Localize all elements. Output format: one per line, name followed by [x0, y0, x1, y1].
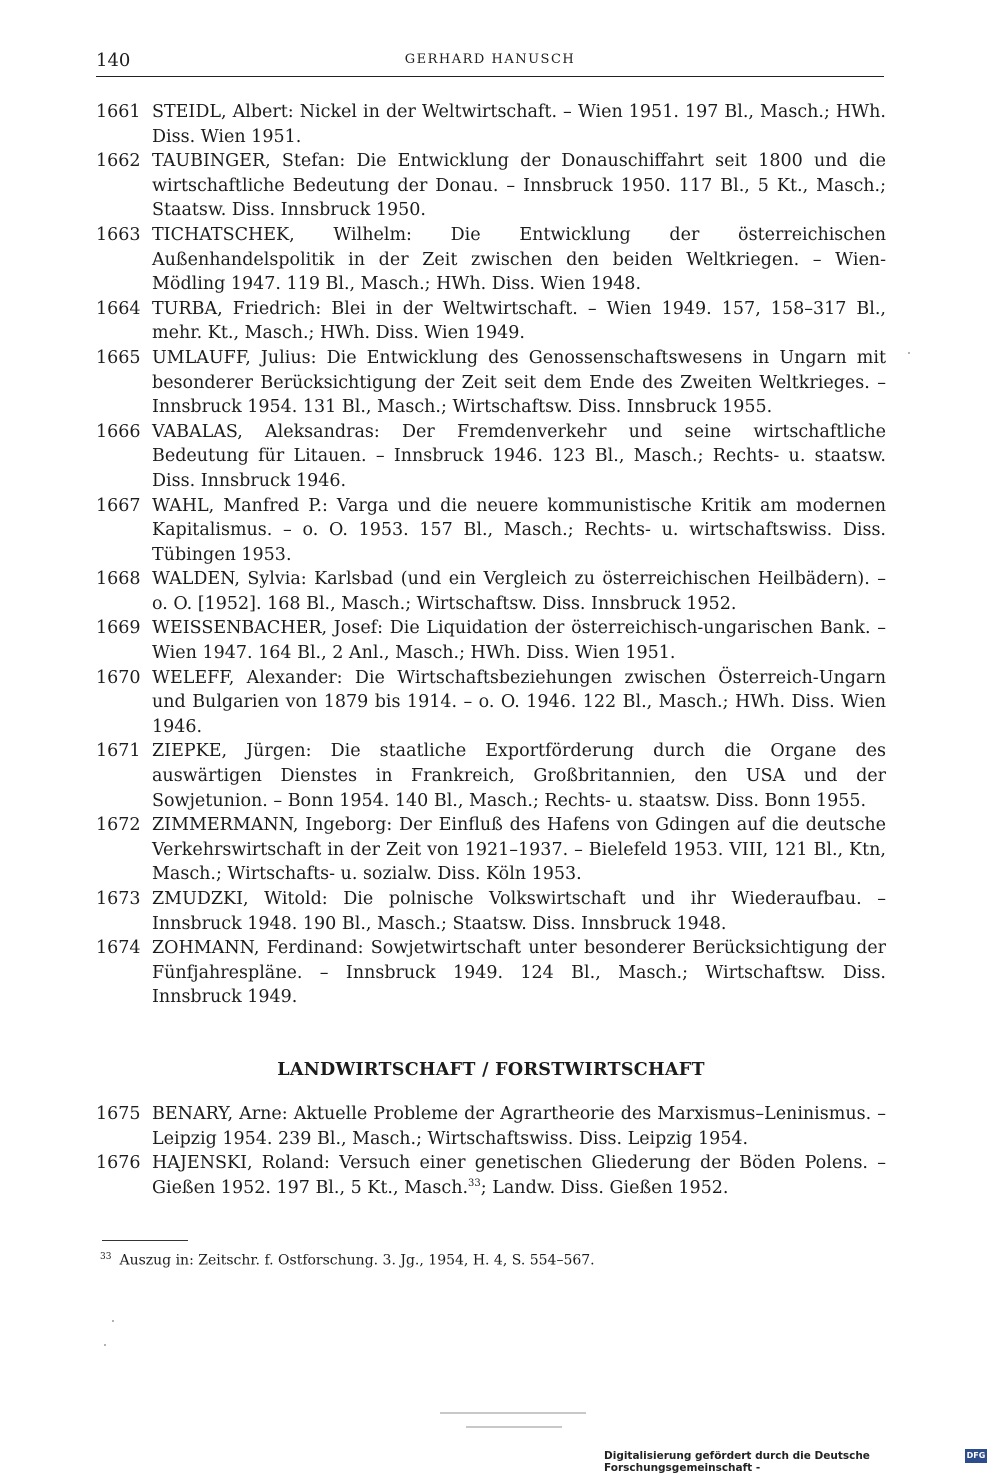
entry-text: UMLAUFF, Julius: Die Entwicklung des Genossenschaftswesens in Ungarn mit besonderer Berücksichtigung der Zeit seit dem Ende des Zweiten Weltkrieges. – Innsbruck 1954. 131 Bl., Masch.; Wirtschaftsw. Diss. Innsbruck 1955. [152, 347, 886, 418]
entry-number: 1661 [96, 102, 141, 122]
footnote-reference: 33 [468, 1177, 481, 1189]
entry-number: 1671 [96, 741, 141, 762]
scan-speck [112, 1320, 114, 1322]
bibliography-list-agriculture [96, 1102, 886, 1200]
entry-text: STEIDL, Albert: Nickel in der Weltwirtschaft. – Wien 1951. 197 Bl., Masch.; HWh. Diss. Wien 1951. [152, 102, 886, 147]
footnote-mark: 33 [100, 1252, 112, 1262]
entry-text: WELEFF, Alexander: Die Wirtschaftsbeziehungen zwischen Österreich-Ungarn und Bulgarien von 1879 bis 1914. – o. O. 1946. 122 Bl., Masch.; HWh. Diss. Wien 1946. [152, 667, 886, 737]
entry-text-continued: ; Landw. Diss. Gießen 1952. [480, 1177, 729, 1198]
entry-number: 1664 [96, 298, 141, 319]
bibliography-entry [96, 1102, 886, 1151]
scan-speck [908, 352, 910, 354]
entry-text: WALDEN, Sylvia: Karlsbad (und ein Vergleich zu österreichischen Heilbädern). – o. O. [1952]. 168 Bl., Masch.; Wirtschaftsw. Diss. Innsbruck 1952. [152, 569, 886, 614]
entry-text: WAHL, Manfred P.: Varga und die neuere kommunistische Kritik am modernen Kapitalismus. – o. O. 1953. 157 Bl., Masch.; Rechts- u. wirtschaftswiss. Diss. Tübingen 1953. [152, 495, 886, 565]
bibliography-entry [96, 223, 886, 297]
bibliography-entry [96, 813, 886, 887]
entry-number: 1665 [96, 347, 141, 368]
entry-number: 1675 [96, 1104, 141, 1124]
digitization-credit: Digitalisierung gefördert durch die Deutsche Forschungsgemeinschaft - [604, 1450, 870, 1474]
bibliography-entry [96, 666, 886, 740]
section-heading: LANDWIRTSCHAFT / FORSTWIRTSCHAFT [277, 1060, 705, 1080]
entry-number: 1674 [96, 938, 141, 959]
entry-number: 1663 [96, 224, 141, 245]
bibliography-entry [96, 346, 886, 420]
bibliography-list [96, 100, 886, 1010]
entry-text: VABALAS, Aleksandras: Der Fremdenverkehr und seine wirtschaftliche Bedeutung für Litauen. – Innsbruck 1946. 123 Bl., Masch.; Rechts- u. staatsw. Diss. Innsbruck 1946. [152, 421, 886, 491]
entry-number: 1670 [96, 667, 141, 688]
entry-text: ZIEPKE, Jürgen: Die staatliche Exportförderung durch die Organe des auswärtigen Dienstes in Frankreich, Großbritannien, den USA und der Sowjetunion. – Bonn 1954. 140 Bl., Masch.; Rechts- u. staatsw. Diss. Bonn 1955. [152, 741, 886, 811]
entry-text: ZMUDZKI, Witold: Die polnische Volkswirtschaft und ihr Wiederaufbau. – Innsbruck 1948. 190 Bl., Masch.; Staatsw. Diss. Innsbruck 1948. [152, 889, 886, 934]
entry-number: 1668 [96, 569, 141, 590]
footnote [100, 1252, 595, 1269]
bibliography-entry [96, 297, 886, 346]
page-header [96, 50, 884, 77]
bibliography-entry [96, 739, 886, 813]
entry-text: WEISSENBACHER, Josef: Die Liquidation der österreichisch-ungarischen Bank. – Wien 1947. 164 Bl., 2 Anl., Masch.; HWh. Diss. Wien 1951. [152, 618, 886, 664]
bibliography-entry [96, 494, 886, 568]
entry-number: 1673 [96, 889, 141, 909]
faded-library-stamp [440, 1408, 586, 1438]
bibliography-entry [96, 936, 886, 1010]
entry-number: 1662 [96, 151, 141, 172]
entry-text: TURBA, Friedrich: Blei in der Weltwirtschaft. – Wien 1949. 157, 158–317 Bl., mehr. Kt., Masch.; HWh. Diss. Wien 1949. [152, 298, 886, 344]
entry-number: 1667 [96, 495, 141, 516]
entry-text: ZIMMERMANN, Ingeborg: Der Einfluß des Hafens von Gdingen auf die deutsche Verkehrswirtschaft in der Zeit von 1921–1937. – Bielefeld 1953. VIII, 121 Bl., Ktn, Masch.; Wirtschafts- u. sozialw. Diss. Köln 1953. [152, 815, 886, 885]
entry-text: ZOHMANN, Ferdinand: Sowjetwirtschaft unter besonderer Berücksichtigung der Fünfjahrespläne. – Innsbruck 1949. 124 Bl., Masch.; Wirtschaftsw. Diss. Innsbruck 1949. [152, 938, 886, 1008]
footnote-text: Auszug in: Zeitschr. f. Ostforschung. 3. Jg., 1954, H. 4, S. 554–567. [119, 1252, 595, 1269]
dfg-logo: DFG [965, 1449, 987, 1463]
entry-text: HAJENSKI, Roland: Versuch einer genetischen Gliederung der Böden Polens. – Gießen 1952. 197 Bl., 5 Kt., Masch. [152, 1153, 886, 1198]
bibliography-entry [96, 616, 886, 665]
bibliography-entry [96, 887, 886, 936]
entry-number: 1676 [96, 1153, 141, 1174]
entry-text: TICHATSCHEK, Wilhelm: Die Entwicklung der österreichischen Außenhandelspolitik in der Zeit zwischen den beiden Weltkriegen. – Wien-Mödling 1947. 119 Bl., Masch.; HWh. Diss. Wien 1948. [152, 224, 886, 295]
bibliography-entry [96, 1151, 886, 1200]
entry-text: BENARY, Arne: Aktuelle Probleme der Agrartheorie des Marxismus–Leninismus. – Leipzig 1954. 239 Bl., Masch.; Wirtschaftswiss. Diss. Leipzig 1954. [152, 1104, 886, 1149]
entry-number: 1666 [96, 421, 141, 442]
bibliography-entry [96, 567, 886, 616]
scan-speck [104, 1344, 106, 1346]
entry-number: 1669 [96, 618, 141, 639]
running-title: GERHARD HANUSCH [404, 52, 576, 67]
bibliography-entry [96, 100, 886, 149]
entry-number: 1672 [96, 815, 141, 836]
footnote-divider [102, 1240, 188, 1241]
page-number: 140 [96, 50, 131, 71]
bibliography-entry [96, 149, 886, 223]
bibliography-entry [96, 420, 886, 494]
entry-text: TAUBINGER, Stefan: Die Entwicklung der Donauschiffahrt seit 1800 und die wirtschaftliche Bedeutung der Donau. – Innsbruck 1950. 117 Bl., 5 Kt., Masch.; Staatsw. Diss. Innsbruck 1950. [152, 151, 886, 221]
